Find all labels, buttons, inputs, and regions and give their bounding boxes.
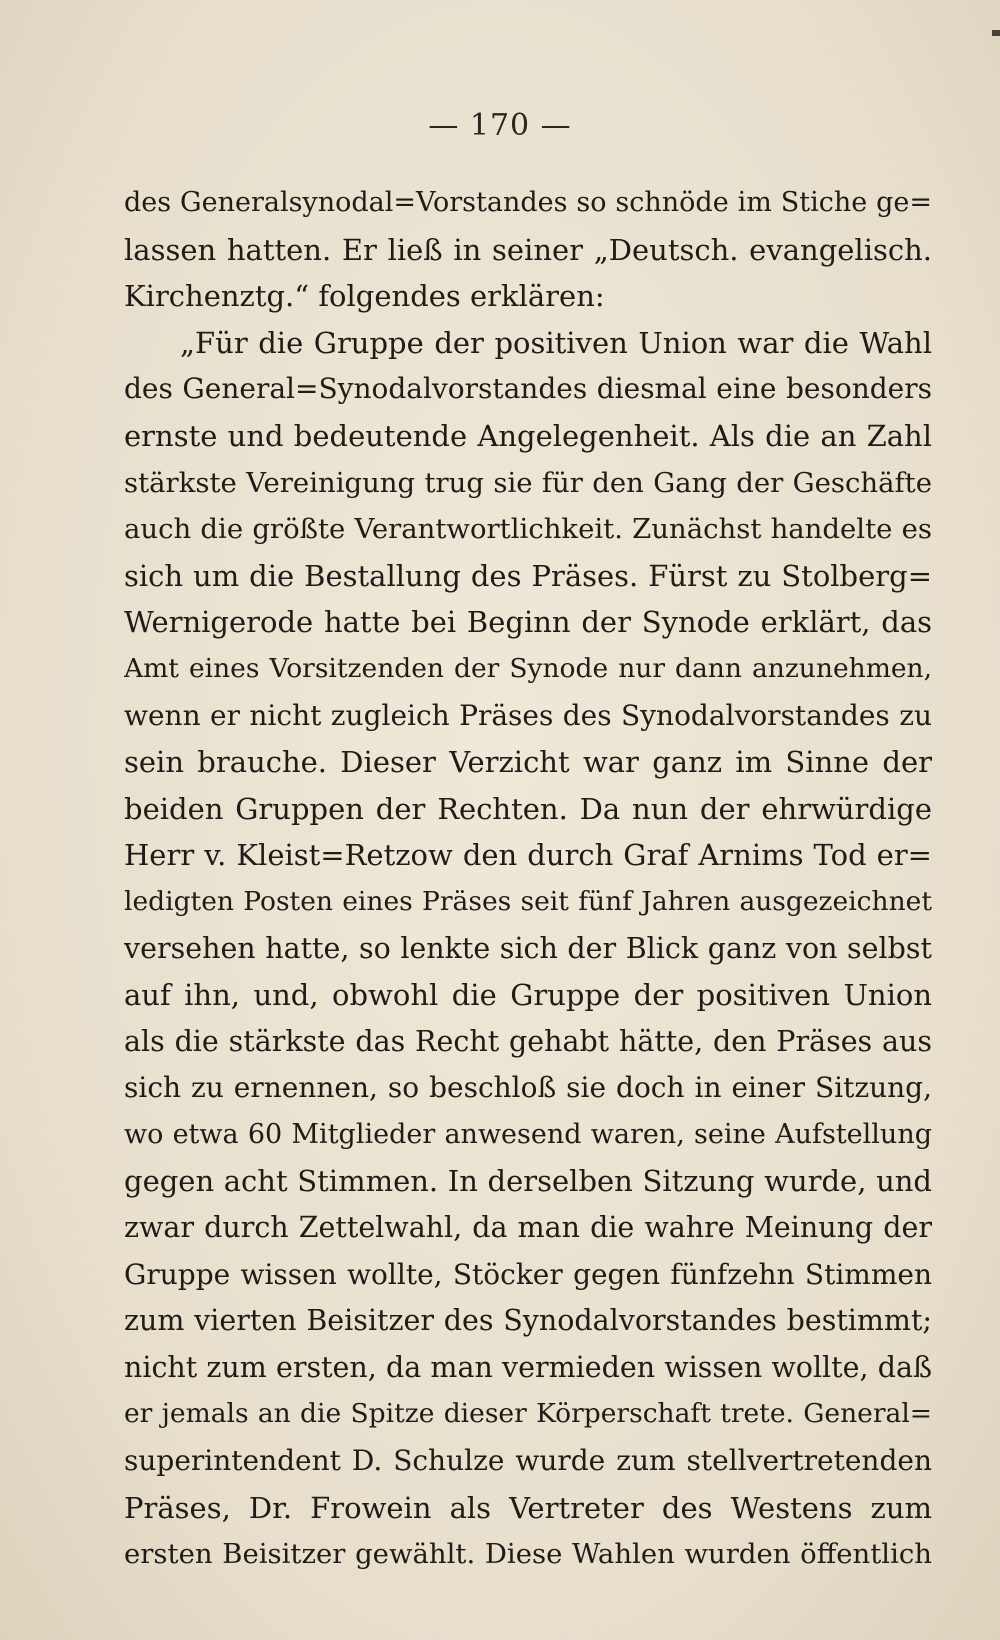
text-line: ernste und bedeutende Angelegenheit. Als die an Zahl <box>124 418 932 453</box>
text-line: Amt eines Vorsitzenden der Synode nur dann anzunehmen, <box>124 652 932 684</box>
text-line: sich um die Bestallung des Präses. Fürst zu Stolberg= <box>124 558 932 593</box>
page-number: — 170 — <box>428 108 572 143</box>
page-edge-mark <box>992 30 1000 36</box>
text-line: gegen acht Stimmen. In derselben Sitzung wurde, und <box>124 1164 932 1199</box>
text-line: Präses, Dr. Frowein als Vertreter des Westens zum <box>124 1490 932 1525</box>
text-line: zwar durch Zettelwahl, da man die wahre Meinung der <box>124 1211 932 1245</box>
text-line: superintendent D. Schulze wurde zum stellvertretenden <box>124 1444 932 1478</box>
text-line: sein brauche. Dieser Verzicht war ganz im Sinne der <box>124 745 932 780</box>
text-line: versehen hatte, so lenkte sich der Blick ganz von selbst <box>124 931 932 965</box>
text-line: zum vierten Beisitzer des Synodalvorstandes bestimmt; <box>124 1304 932 1338</box>
body-text <box>124 180 932 1578</box>
text-line: Gruppe wissen wollte, Stöcker gegen fünfzehn Stimmen <box>124 1257 932 1291</box>
text-line: auf ihn, und, obwohl die Gruppe der positiven Union <box>124 978 932 1013</box>
text-line: wo etwa 60 Mitglieder anwesend waren, seine Aufstellung <box>124 1118 932 1150</box>
text-line: als die stärkste das Recht gehabt hätte, den Präses aus <box>124 1024 932 1058</box>
text-line: er jemals an die Spitze dieser Körperschaft trete. General= <box>124 1398 932 1430</box>
text-line: des General=Synodalvorstandes diesmal eine besonders <box>124 372 932 406</box>
text-line: wenn er nicht zugleich Präses des Synodalvorstandes zu <box>124 698 932 732</box>
text-line: lassen hatten. Er ließ in seiner „Deutsch. evangelisch. <box>124 232 932 267</box>
text-line: Kirchenztg.“ folgendes erklären: <box>124 279 605 314</box>
text-line: ersten Beisitzer gewählt. Diese Wahlen wurden öffentlich <box>124 1538 932 1571</box>
text-line: stärkste Vereinigung trug sie für den Gang der Geschäfte <box>124 466 932 499</box>
text-line: nicht zum ersten, da man vermieden wissen wollte, daß <box>124 1350 932 1384</box>
text-line: Wernigerode hatte bei Beginn der Synode erklärt, das <box>124 605 932 640</box>
text-line: ledigten Posten eines Präses seit fünf Jahren ausgezeichnet <box>124 885 932 917</box>
text-line: auch die größte Verantwortlichkeit. Zunächst handelte es <box>124 513 932 546</box>
text-line: sich zu ernennen, so beschloß sie doch in einer Sitzung, <box>124 1071 932 1105</box>
text-line: Herr v. Kleist=Retzow den durch Graf Arnims Tod er= <box>124 838 932 873</box>
text-line: „Für die Gruppe der positiven Union war die Wahl <box>180 325 932 360</box>
text-line: beiden Gruppen der Rechten. Da nun der ehrwürdige <box>124 791 932 826</box>
text-line: des Generalsynodal=Vorstandes so schnöde im Stiche ge= <box>124 187 932 218</box>
